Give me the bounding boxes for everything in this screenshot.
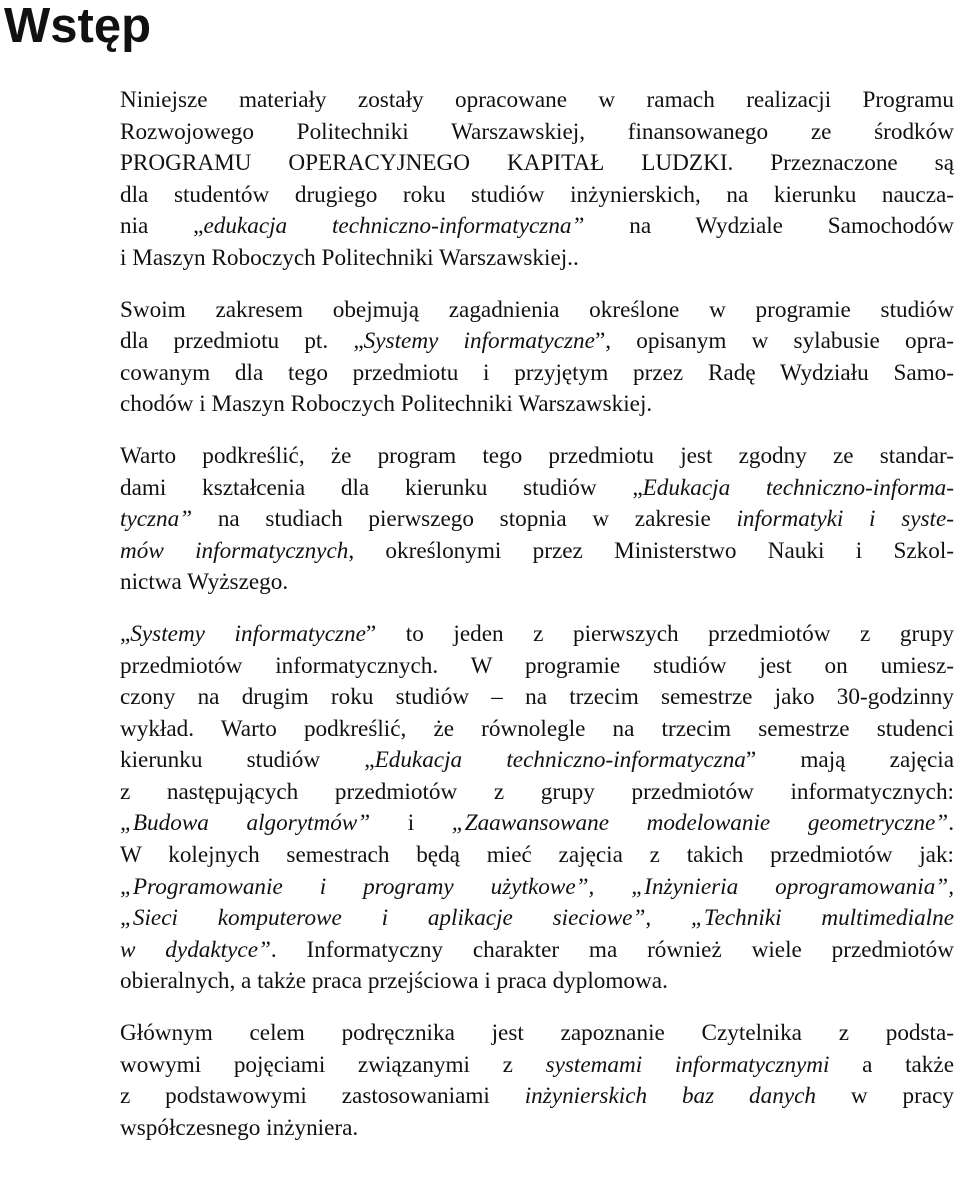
text-line [120,243,954,275]
text-line [120,295,954,327]
text-body [120,85,954,1144]
italic-text: Systemy informatyczne [363,328,595,355]
text-segment: nia „ [120,213,204,240]
italic-text: mów informatycznych [120,537,349,564]
paragraph-gap [120,275,954,295]
text-line [120,651,954,683]
italic-text: „Budowa algorytmów” [120,810,371,837]
text-line [120,1113,954,1145]
text-segment: współczesnego inżyniera. [120,1114,359,1141]
italic-text: systemami informatycznymi [545,1051,830,1078]
text-segment: , określonymi przez Ministerstwo Nauki i Szkol- [348,537,954,564]
text-line [120,148,954,180]
text-segment: Głównym celem podręcznika jest zapoznanie Czytelnika z podsta- [120,1020,954,1047]
italic-text: Systemy informatyczne [130,620,366,647]
text-segment: wykład. Warto podkreślić, że równolegle na trzecim semestrze studenci [120,715,954,742]
paragraph-gap [120,421,954,441]
text-segment: ” to jeden z pierwszych przedmiotów z grupy [365,620,955,647]
italic-text: inżynierskich baz danych [524,1083,817,1110]
text-segment: ”, opisanym w sylabusie opra- [594,328,954,355]
text-line [120,504,954,536]
italic-text: „Zaawansowane modelowanie geometryczne” [451,810,949,837]
text-line [120,935,954,967]
text-line [120,180,954,212]
italic-text: edukacja techniczno-informatyczna” [203,213,585,240]
italic-text: „Programowanie i programy użytkowe”, „Inżynieria oprogramowania”, [120,873,954,900]
text-line [120,903,954,935]
paragraph-gap [120,998,954,1018]
paragraph [120,85,954,275]
text-segment: i Maszyn Roboczych Politechniki Warszawskiej.. [120,244,579,271]
text-segment: dami kształcenia dla kierunku studiów „ [120,474,643,501]
paragraph [120,1018,954,1144]
text-line [120,619,954,651]
text-line [120,567,954,599]
text-line [120,840,954,872]
text-segment: cowanym dla tego przedmiotu i przyjętym przez Radę Wydziału Samo- [120,359,954,386]
paragraph [120,619,954,998]
italic-text: „Sieci komputerowe i aplikacje sieciowe”, „Techniki multimedialne [120,905,954,932]
text-line [120,777,954,809]
text-line [120,211,954,243]
italic-text: w dydaktyce” [120,936,271,963]
text-line [120,1018,954,1050]
text-segment: Niniejsze materiały zostały opracowane w ramach realizacji Programu [120,87,954,113]
text-segment: ” mają zajęcia [745,747,954,774]
text-segment: dla studentów drugiego roku studiów inżynierskich, na kierunku naucza- [120,181,954,208]
text-line [120,682,954,714]
text-segment: . Informatyczny charakter ma również wiele przedmiotów [270,936,955,963]
text-line [120,389,954,421]
text-segment: Rozwojowego Politechniki Warszawskiej, finansowanego ze środków [120,118,954,145]
text-segment: z następujących przedmiotów z grupy przedmiotów informatycznych: [120,778,954,805]
text-segment: dla przedmiotu pt. „ [120,328,364,355]
text-segment: na Wydziale Samochodów [584,213,955,240]
italic-text: tyczna” [120,506,193,533]
text-line [120,872,954,904]
text-segment: na studiach pierwszego stopnia w zakresie [192,506,737,533]
paragraph [120,441,954,599]
text-line [120,117,954,149]
text-segment: „ [120,620,131,647]
text-segment: chodów i Maszyn Roboczych Politechniki Warszawskiej. [120,391,653,418]
text-segment: Swoim zakresem obejmują zagadnienia określone w programie studiów [120,296,954,323]
text-line [120,536,954,568]
text-segment: Warto podkreślić, że program tego przedmiotu jest zgodny ze standar- [120,442,954,469]
text-line [120,966,954,998]
text-line [120,1081,954,1113]
text-line [120,745,954,777]
text-segment: . [948,810,954,837]
page-title: Wstęp [4,0,151,53]
text-segment: kierunku studiów „ [120,747,375,774]
text-line [120,326,954,358]
italic-text: Edukacja techniczno-informatyczna [374,747,746,774]
paragraph [120,295,954,421]
italic-text: informatyki i syste- [736,506,954,533]
text-line [120,85,954,117]
text-line [120,1050,954,1082]
text-segment: wowymi pojęciami związanymi z [120,1051,546,1078]
text-segment: W kolejnych semestrach będą mieć zajęcia z takich przedmiotów jak: [120,842,954,869]
text-line [120,358,954,390]
text-segment: i [370,810,452,837]
text-segment: czony na drugim roku studiów – na trzecim semestrze jako 30-godzinny [120,684,954,711]
text-line [120,808,954,840]
text-line [120,441,954,473]
text-segment: przedmiotów informatycznych. W programie studiów jest on umiesz- [120,652,954,679]
text-line [120,714,954,746]
text-segment: obieralnych, a także praca przejściowa i praca dyplomowa. [120,968,668,995]
text-segment: nictwa Wyższego. [120,569,289,596]
text-segment: z podstawowymi zastosowaniami [120,1083,525,1110]
text-segment: w pracy [816,1083,955,1110]
text-line [120,473,954,505]
italic-text: Edukacja techniczno-informa- [642,474,954,501]
paragraph-gap [120,599,954,619]
text-segment: a także [829,1051,954,1078]
text-segment: PROGRAMU OPERACYJNEGO KAPITAŁ LUDZKI. Przeznaczone są [120,150,954,177]
